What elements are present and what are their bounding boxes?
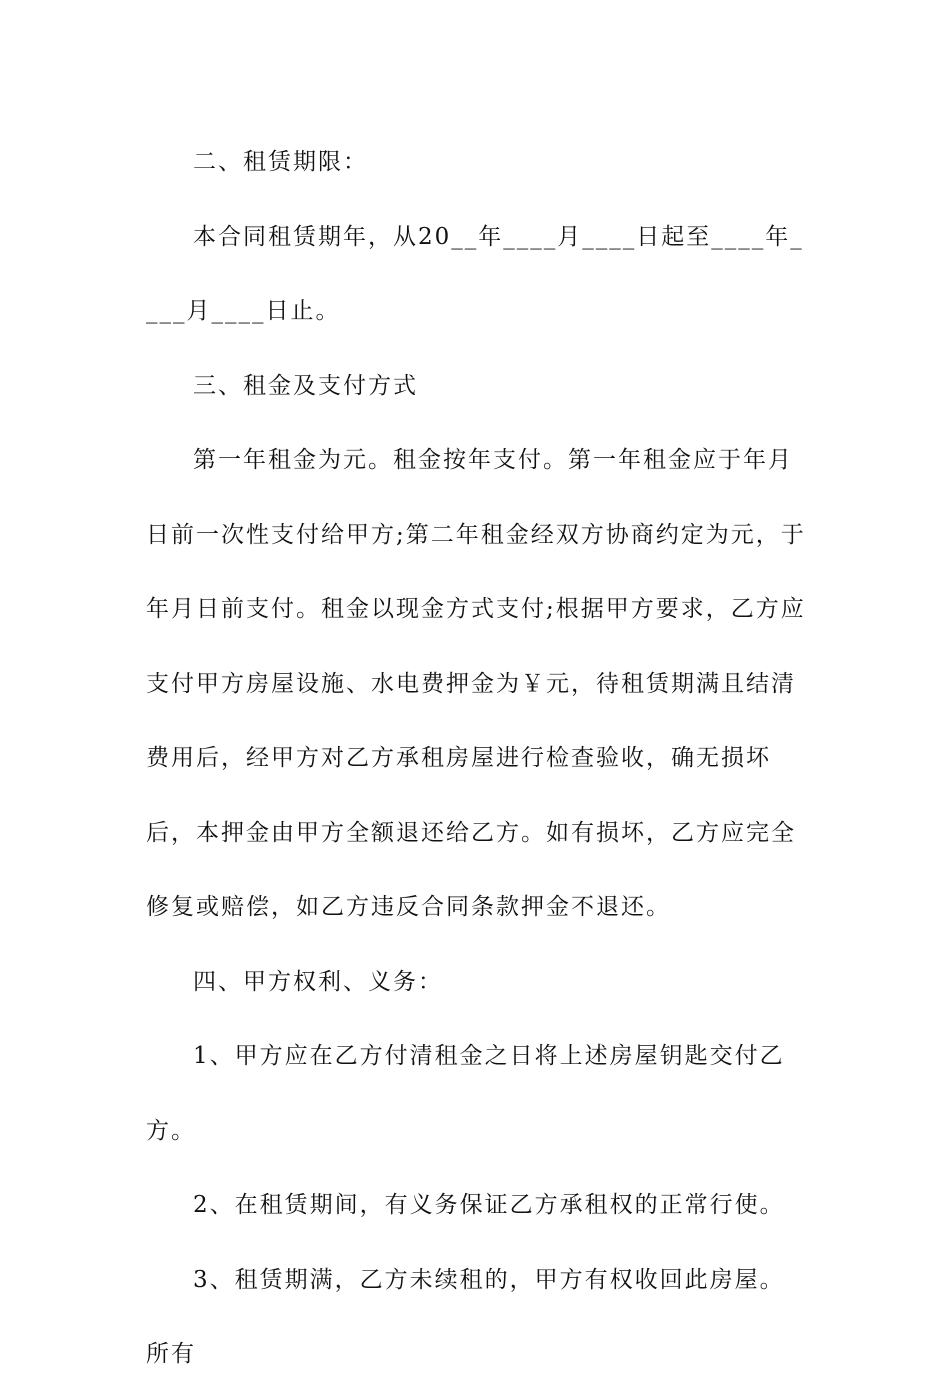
- section-heading: 三、租金及支付方式: [193, 372, 418, 399]
- clause-item: 1、甲方应在乙方付清租金之日将上述房屋钥匙交付乙方。: [146, 1043, 785, 1144]
- paragraph: 本合同租赁期年，从20__年____月____日起至____年____月____日止。: [146, 223, 804, 324]
- clause-item: 2、在租赁期间，有义务保证乙方承租权的正常行使。: [193, 1192, 785, 1218]
- document-body: [146, 125, 806, 1392]
- section-heading: 四、甲方权利、义务：: [193, 968, 443, 995]
- clause-item: 3、租赁期满，乙方未续租的，甲方有权收回此房屋。所有: [146, 1266, 785, 1367]
- paragraph: 第一年租金为元。租金按年支付。第一年租金应于年月日前一次性支付给甲方;第二年租金经双方协商约定为元，于年月日前支付。租金以现金方式支付;根据甲方要求，乙方应支付甲方房屋设施、水电费押金为￥元，待租赁期满且结清费用后，经甲方对乙方承租房屋进行检查验收，确无损坏后，本押金由甲方全额退还给乙方。如有损坏，乙方应完全修复或赔偿，如乙方违反合同条款押金不退还。: [146, 447, 806, 920]
- section-heading: 二、租赁期限：: [193, 149, 368, 175]
